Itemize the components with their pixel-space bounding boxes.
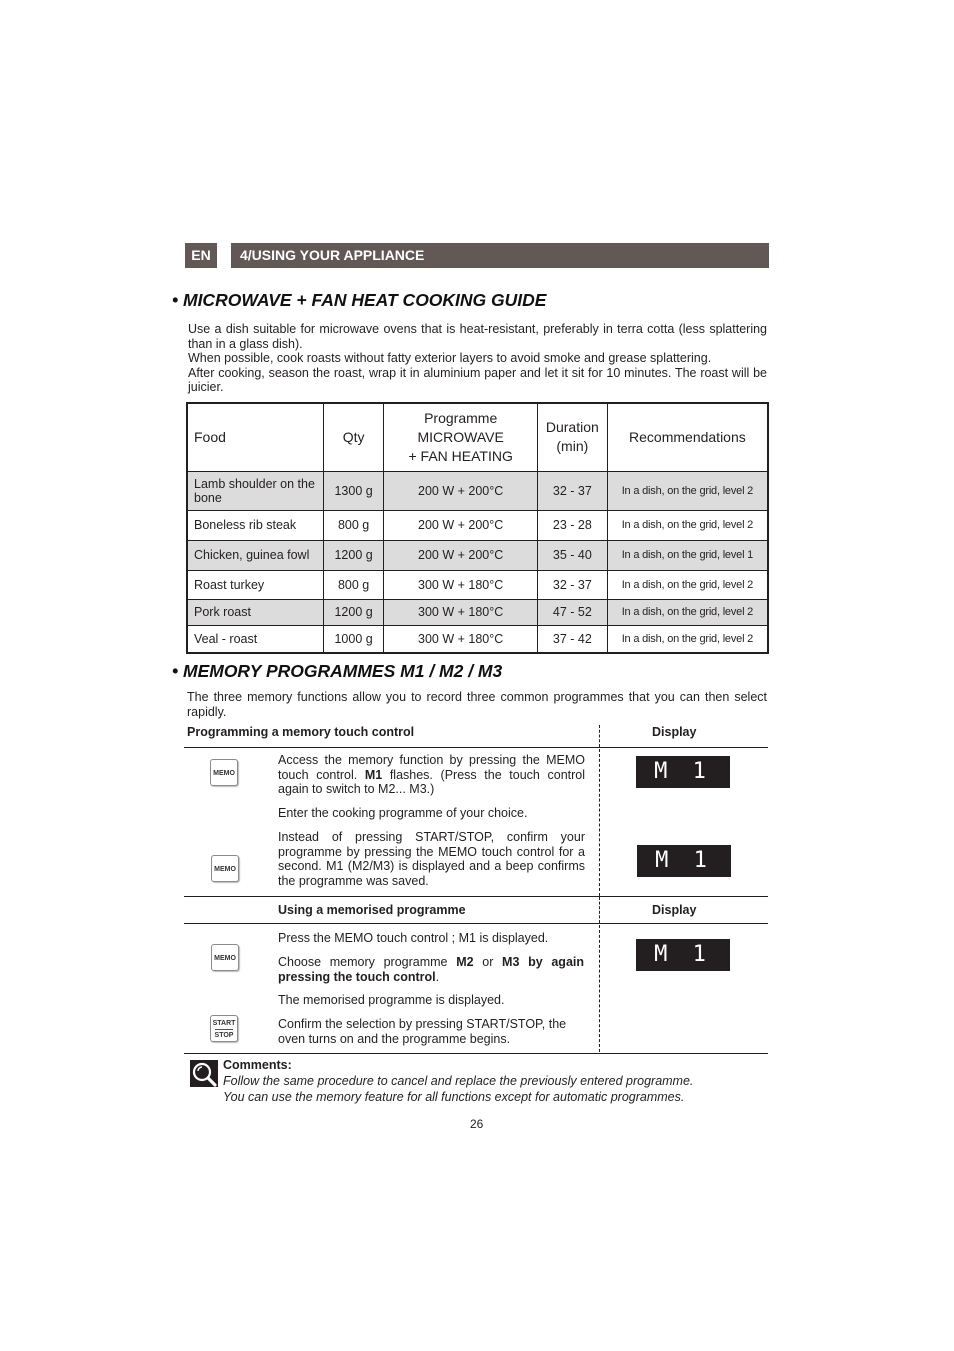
programming-heading: Programming a memory touch control <box>187 725 415 739</box>
step-text: or <box>473 955 503 969</box>
cell-recommendation: In a dish, on the grid, level 2 <box>607 625 768 653</box>
cell-programme: 300 W + 180°C <box>384 570 537 599</box>
memo-button[interactable]: MEMO <box>211 944 239 971</box>
cell-food: Roast turkey <box>187 570 323 599</box>
memory-intro: The three memory functions allow you to record three common programmes that you can then select rapidly. <box>187 690 767 719</box>
display-heading: Display <box>652 903 697 917</box>
cell-food: Veal - roast <box>187 625 323 653</box>
guide-intro-line: When possible, cook roasts without fatty exterior layers to avoid smoke and grease splattering. <box>188 351 712 365</box>
memo-button[interactable]: MEMO <box>210 759 238 786</box>
section-header: 4/USING YOUR APPLIANCE <box>231 243 769 268</box>
step-choose-programme <box>278 955 584 984</box>
cell-programme: 200 W + 200°C <box>384 540 537 570</box>
guide-title: • MICROWAVE + FAN HEAT COOKING GUIDE <box>172 290 547 310</box>
start-stop-button[interactable] <box>210 1015 238 1042</box>
table-row <box>187 471 768 510</box>
column-header-programme <box>384 403 537 471</box>
table-header-row <box>187 403 768 471</box>
language-badge: EN <box>185 243 217 268</box>
column-header-duration-line: (min) <box>556 438 589 455</box>
cell-qty: 1200 g <box>323 540 384 570</box>
cell-recommendation: In a dish, on the grid, level 1 <box>607 540 768 570</box>
cell-recommendation: In a dish, on the grid, level 2 <box>607 510 768 540</box>
column-header-food: Food <box>187 403 323 471</box>
display-heading: Display <box>652 725 697 739</box>
memory-title: • MEMORY PROGRAMMES M1 / M2 / M3 <box>172 661 503 681</box>
memo-button[interactable]: MEMO <box>211 855 239 882</box>
step-programme-displayed: The memorised programme is displayed. <box>278 993 505 1007</box>
cell-recommendation: In a dish, on the grid, level 2 <box>607 570 768 599</box>
cell-duration: 32 - 37 <box>537 570 607 599</box>
guide-intro-line: After cooking, season the roast, wrap it in aluminium paper and let it sit for 10 minutes. The roast will be juicier. <box>188 365 767 394</box>
step-text: flashes. (Press the touch control again to switch to M2... M3.) <box>278 767 586 796</box>
column-divider <box>599 749 600 896</box>
cell-duration: 23 - 28 <box>537 510 607 540</box>
cell-food: Lamb shoulder on the bone <box>187 471 323 510</box>
start-label: START <box>212 1020 236 1027</box>
table-row <box>187 625 768 653</box>
stop-label: STOP <box>214 1032 234 1039</box>
step-text-bold: M3 by again pressing the touch control <box>278 955 585 984</box>
cell-duration: 47 - 52 <box>537 599 607 625</box>
using-heading: Using a memorised programme <box>278 903 466 917</box>
cell-programme: 200 W + 200°C <box>384 510 537 540</box>
cell-recommendation: In a dish, on the grid, level 2 <box>607 471 768 510</box>
table-row <box>187 510 768 540</box>
column-divider <box>599 925 600 1052</box>
display-m1: M 1 <box>636 756 730 788</box>
cell-programme: 300 W + 180°C <box>384 599 537 625</box>
column-header-programme-line: + FAN HEATING <box>408 447 513 464</box>
divider <box>184 923 768 924</box>
guide-intro <box>188 322 767 395</box>
column-header-programme-line: Programme <box>424 409 498 426</box>
cell-duration: 37 - 42 <box>537 625 607 653</box>
display-m1: M 1 <box>637 845 731 877</box>
cell-programme: 200 W + 200°C <box>384 471 537 510</box>
cell-qty: 800 g <box>323 510 384 540</box>
cooking-table <box>186 402 769 654</box>
column-header-duration-line: Duration <box>545 419 599 436</box>
column-header-qty: Qty <box>323 403 384 471</box>
cell-duration: 32 - 37 <box>537 471 607 510</box>
cell-qty: 1000 g <box>323 625 384 653</box>
step-confirm-start: Confirm the selection by pressing START/STOP, the oven turns on and the programme begins. <box>278 1017 567 1046</box>
table-row <box>187 599 768 625</box>
cell-recommendation: In a dish, on the grid, level 2 <box>607 599 768 625</box>
step-enter-programme: Enter the cooking programme of your choice. <box>278 806 528 820</box>
cell-food: Boneless rib steak <box>187 510 323 540</box>
divider <box>184 896 768 897</box>
step-text: Choose memory programme <box>278 955 457 969</box>
step-confirm-memo: Instead of pressing START/STOP, confirm your programme by pressing the MEMO touch control for a second. M1 (M2/M3) is displayed and a beep confirms the programme was saved. <box>278 830 585 888</box>
column-header-recommendations: Recommendations <box>607 403 768 471</box>
cell-duration: 35 - 40 <box>537 540 607 570</box>
column-header-programme-line: MICROWAVE <box>417 428 504 445</box>
comments-label: Comments: <box>223 1058 292 1072</box>
comments-line: You can use the memory feature for all functions except for automatic programmes. <box>223 1090 685 1104</box>
step-text-bold: M1 <box>364 767 383 782</box>
cell-food: Pork roast <box>187 599 323 625</box>
magnifier-icon <box>190 1060 218 1087</box>
divider <box>184 1053 768 1054</box>
comments-line: Follow the same procedure to cancel and replace the previously entered programme. <box>223 1074 694 1088</box>
guide-intro-line: Use a dish suitable for microwave ovens that is heat-resistant, preferably in terra cotta (less splattering than in a glass dish). <box>188 322 767 351</box>
step-text: Access the memory function by pressing the MEMO touch control. <box>278 753 585 782</box>
divider <box>184 747 768 748</box>
table-row <box>187 570 768 599</box>
cell-programme: 300 W + 180°C <box>384 625 537 653</box>
step-text: . <box>435 969 440 984</box>
step-text-bold: M2 <box>456 955 474 969</box>
step-press-memo: Press the MEMO touch control ; M1 is displayed. <box>278 931 549 945</box>
cell-qty: 1200 g <box>323 599 384 625</box>
column-divider <box>599 897 600 923</box>
display-m1: M 1 <box>636 939 730 971</box>
page-number: 26 <box>470 1117 484 1131</box>
cell-qty: 1300 g <box>323 471 384 510</box>
column-header-duration <box>537 403 607 471</box>
table-row <box>187 540 768 570</box>
column-divider <box>599 725 600 747</box>
cell-qty: 800 g <box>323 570 384 599</box>
cell-food: Chicken, guinea fowl <box>187 540 323 570</box>
step-access-memory <box>278 753 585 797</box>
